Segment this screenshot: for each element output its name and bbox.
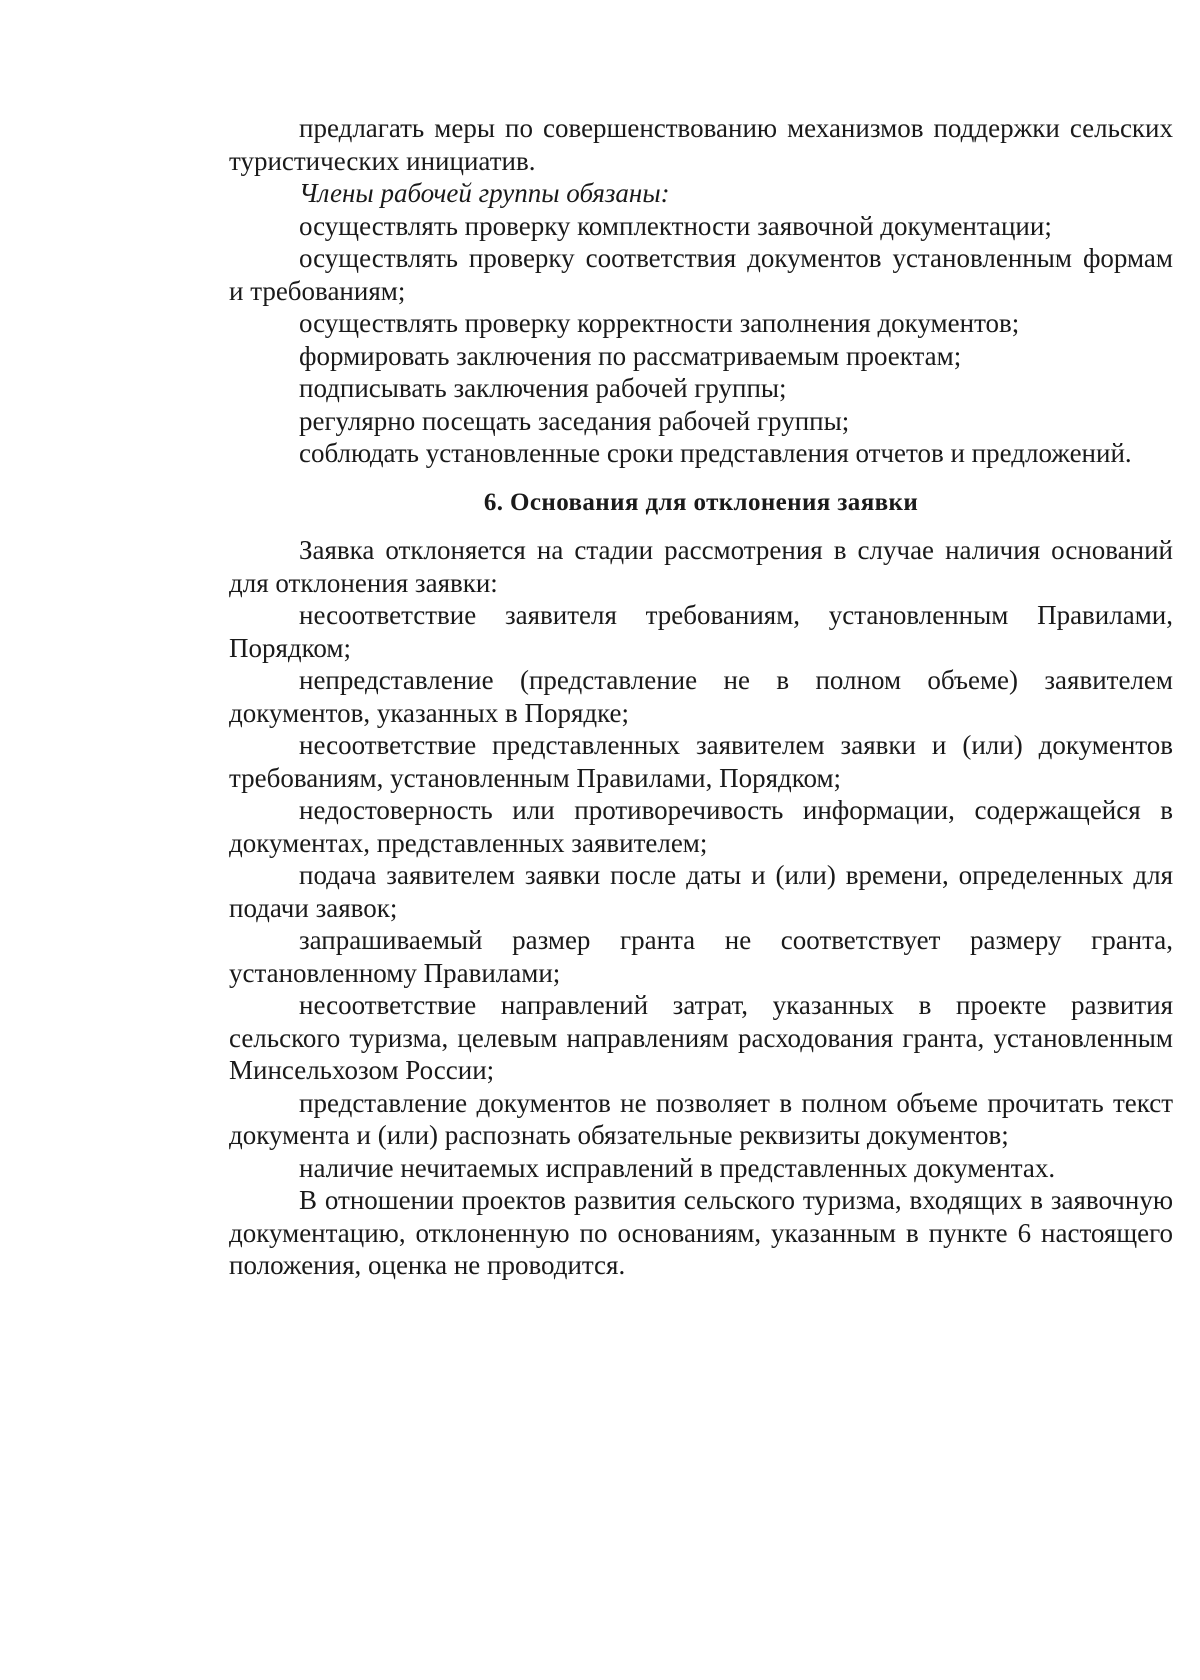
ground-item: несоответствие заявителя требованиям, установленным Правилами, Порядком; (229, 600, 1173, 663)
ground-item: представление документов не позволяет в полном объеме прочитать текст документа и (или) распознать обязательные реквизиты документов; (229, 1087, 1173, 1150)
duty-item: соблюдать установленные сроки представления отчетов и предложений. (299, 438, 1132, 468)
ground-item: несоответствие представленных заявителем заявки и (или) документов требованиям, установленным Правилами, Порядком; (229, 730, 1173, 793)
ground-item: недостоверность или противоречивость информации, содержащейся в документах, представленных заявителем; (229, 795, 1173, 858)
ground-item: наличие нечитаемых исправлений в представленных документах. (299, 1152, 1056, 1183)
duties-title: Члены рабочей группы обязаны: (299, 178, 670, 208)
ground-item: подача заявителем заявки после даты и (или) времени, определенных для подачи заявок; (229, 860, 1173, 923)
duty-item: регулярно посещать заседания рабочей группы; (299, 405, 850, 436)
duty-item: осуществлять проверку комплектности заявочной документации; (299, 210, 1052, 241)
paragraph-proposals: предлагать меры по совершенствованию механизмов поддержки сельских туристических инициатив. (229, 113, 1173, 176)
document-body (229, 112, 1173, 1282)
duty-item: формировать заключения по рассматриваемым проектам; (299, 340, 962, 371)
section-intro: Заявка отклоняется на стадии рассмотрения в случае наличия оснований для отклонения заявки: (229, 535, 1173, 598)
ground-item: непредставление (представление не в полном объеме) заявителем документов, указанных в Порядке; (229, 665, 1173, 728)
ground-item: несоответствие направлений затрат, указанных в проекте развития сельского туризма, целевым направлениям расходования гранта, установленным Минсельхозом России; (229, 990, 1173, 1085)
ground-item: запрашиваемый размер гранта не соответствует размеру гранта, установленному Правилами; (229, 925, 1173, 988)
section-heading: 6. Основания для отклонения заявки (483, 488, 919, 516)
duty-item: осуществлять проверку корректности заполнения документов; (299, 308, 1020, 338)
duty-item: подписывать заключения рабочей группы; (299, 373, 787, 403)
closing-paragraph: В отношении проектов развития сельского туризма, входящих в заявочную документацию, отклоненную по основаниям, указанным в пункте 6 настоящего положения, оценка не проводится. (229, 1185, 1173, 1280)
duty-item: осуществлять проверку соответствия документов установленным формам и требованиям; (229, 243, 1173, 306)
